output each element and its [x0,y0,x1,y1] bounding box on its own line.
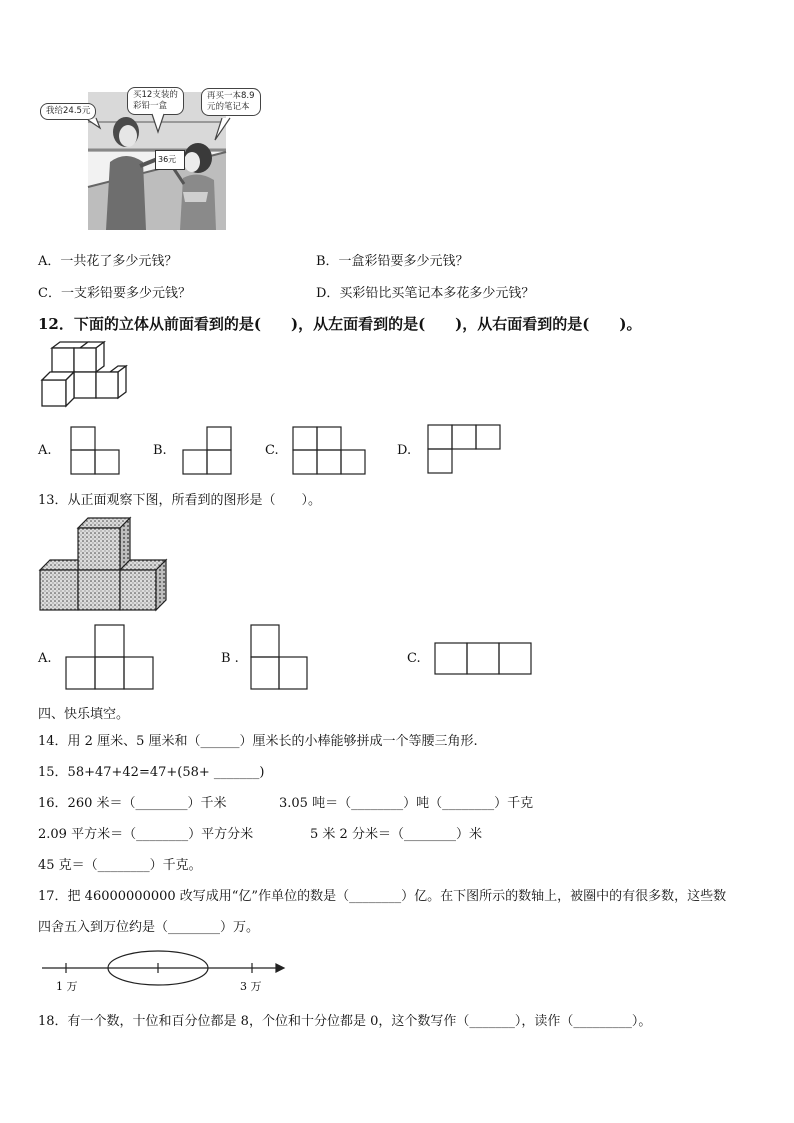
speech-bubble-middle-line1: 买12支装的 [133,90,178,100]
q12-label-b: B. [153,443,167,458]
q11-option-c: C．一支彩铅要多少元钱？ [38,286,191,301]
section-4-title: 四、快乐填空。 [38,707,130,722]
speech-bubble-right-line1: 再买一本8.9 [207,91,255,101]
q16-line2-a: 2.09 平方米＝（________）平方分米 [38,827,254,842]
q12-label-c: C. [265,443,279,458]
q12-option-a-figure [70,426,120,476]
axis-label-left: 1 万 [56,980,78,993]
bubble-tails [0,0,300,200]
q14-text: 14．用 2 厘米、5 厘米和（______）厘米长的小棒能够拼成一个等腰三角形. [38,734,478,749]
q12-option-b-figure [182,426,232,476]
q17-line1: 17．把 46000000000 改写成用“亿”作单位的数是（________）亿。在下图所示的数轴上，被圈中的有很多数，这些数 [38,889,727,904]
q16-line2-b: 5 米 2 分米＝（________）米 [310,827,482,842]
q12-stem: 12．下面的立体从前面看到的是( )，从左面看到的是( )，从右面看到的是( )。 [38,315,642,333]
q13-option-b-figure [250,624,310,690]
q11-option-b: B．一盒彩铅要多少元钱？ [316,254,469,269]
speech-bubble-middle-line2: 彩铅一盒 [133,101,168,111]
q11-option-a: A．一共花了多少元钱？ [38,254,178,269]
axis-label-right: 3 万 [240,980,262,993]
q13-label-c: C. [407,651,421,666]
q12-option-d-figure [427,424,501,476]
q15-text: 15．58+47+42=47+(58+ _______) [38,765,265,780]
q13-solid-figure [38,516,173,612]
q16-line1-a: 16．260 米＝（________）千米 [38,796,227,811]
q17-number-line [40,948,290,982]
q16-line1-b: 3.05 吨＝（________）吨（________）千克 [279,796,534,811]
q16-line3: 45 克＝（________）千克。 [38,858,202,873]
price-tag-label: 36元 [158,155,177,164]
speech-bubble-right-line2: 元的笔记本 [207,102,250,112]
q11-option-d: D．买彩铅比买笔记本多花多少元钱？ [316,286,535,301]
q13-option-a-figure [65,624,155,690]
q17-line2: 四舍五入到万位约是（________）万。 [38,920,260,935]
q13-label-a: A. [38,651,52,666]
q12-label-d: D. [397,443,412,458]
q13-label-b: B . [221,651,239,666]
q18-text: 18．有一个数，十位和百分位都是 8，个位和十分位都是 0，这个数写作（_______），读作（_________）。 [38,1014,652,1029]
q12-option-c-figure [292,426,366,476]
q13-option-c-figure [434,642,534,676]
q12-label-a: A. [38,443,52,458]
q13-stem: 13．从正面观察下图，所看到的图形是（ ）。 [38,493,322,508]
q12-solid-figure [40,340,135,412]
speech-bubble-left-text: 我给24.5元 [46,106,91,116]
